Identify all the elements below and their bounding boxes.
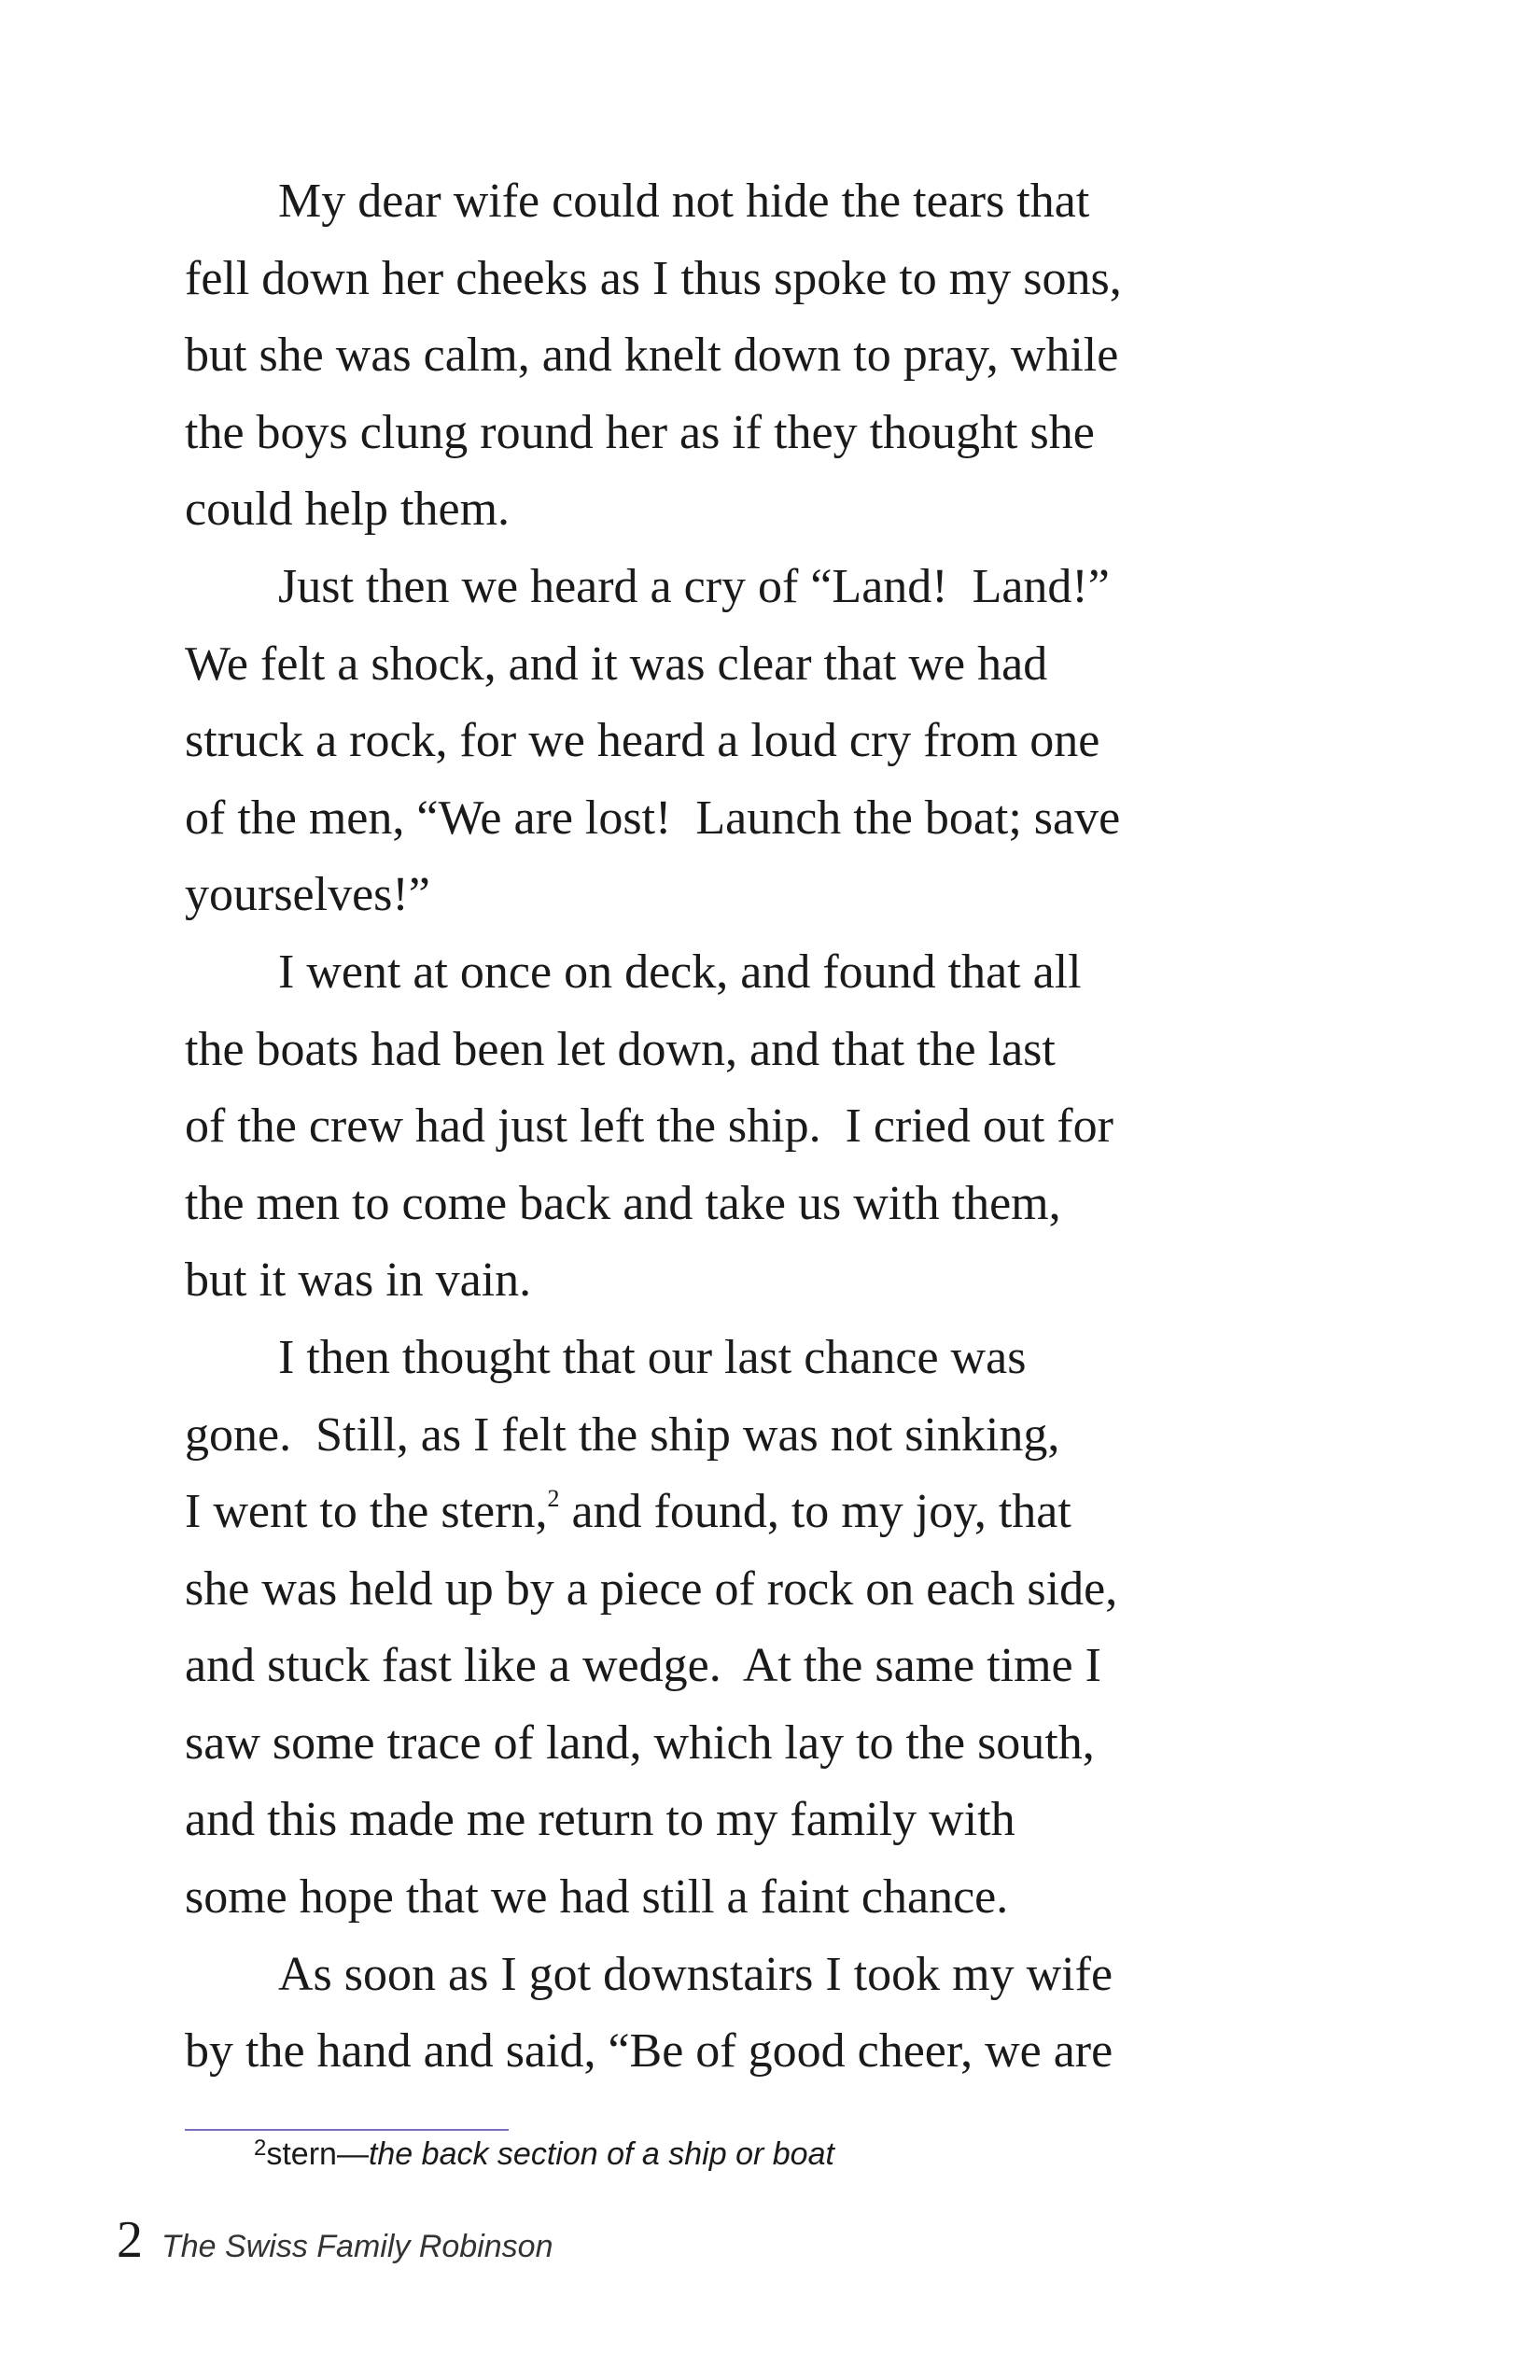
body-text [185,163,1333,2091]
text-line [185,317,1333,395]
text-line-content: saw some trace of land, which lay to the south, [185,1715,1095,1770]
text-line [185,1166,1333,1243]
text-line-content: I went to the stern, [185,1485,548,1539]
text-line [185,163,1333,241]
text-line-content: struck a rock, for we heard a loud cry from one [185,714,1100,768]
text-line [185,395,1333,472]
footnote [254,2134,834,2175]
text-line-content: My dear wife could not hide the tears that [278,175,1090,228]
text-line-content: the boats had been let down, and that the last [185,1022,1056,1076]
text-line-content: and this made me return to my family with [185,1793,1015,1847]
text-line [185,1551,1333,1629]
running-title: The Swiss Family Robinson [161,2229,553,2264]
text-line-content: gone. Still, as I felt the ship was not sinking, [185,1407,1060,1462]
text-line [185,934,1333,1012]
text-line-content: by the hand and said, “Be of good cheer, we are [185,2024,1113,2079]
text-line-content: some hope that we had still a faint chance. [185,1870,1009,1925]
text-line [185,626,1333,704]
text-line-content: and stuck fast like a wedge. At the same time I [185,1639,1101,1693]
text-line-content: the men to come back and take us with them, [185,1176,1061,1230]
text-line-content: but she was calm, and knelt down to pray, while [185,329,1119,383]
text-line [185,1937,1333,2014]
text-line-content: but it was in vain. [185,1253,532,1308]
text-line [185,703,1333,780]
footnote-divider [185,2129,509,2131]
text-line-content: We felt a shock, and it was clear that we had [185,637,1048,691]
text-line-content: fell down her cheeks as I thus spoke to my sons, [185,251,1122,305]
text-line-content: I went at once on deck, and found that all [278,945,1082,999]
text-line [185,1859,1333,1937]
footnote-definition: the back section of a ship or boat [368,2136,834,2172]
text-line-content: of the men, “We are lost! Launch the boat; save [185,791,1121,845]
text-line [185,1088,1333,1166]
footnote-term: stern— [266,2136,369,2172]
text-line-content: she was held up by a piece of rock on each side, [185,1561,1118,1616]
text-line [185,1628,1333,1705]
page-footer [117,2210,553,2276]
footnote-number: 2 [254,2135,267,2161]
page-number: 2 [117,2211,143,2269]
text-line [185,549,1333,626]
text-line [185,1242,1333,1320]
text-line [185,2013,1333,2091]
text-line [185,857,1333,934]
footnote-reference[interactable]: 2 [547,1485,560,1513]
text-line-content: of the crew had just left the ship. I cried out for [185,1099,1113,1154]
text-line-content: As soon as I got downstairs I took my wife [278,1947,1113,2001]
text-line [185,1474,1333,1551]
text-line [185,1320,1333,1397]
text-line-continuation: and found, to my joy, that [559,1485,1071,1539]
text-line-content: yourselves!” [185,868,430,922]
text-line [185,241,1333,318]
text-line-content: I then thought that our last chance was [278,1330,1027,1384]
text-line [185,1782,1333,1859]
text-line [185,780,1333,858]
text-line-content: the boys clung round her as if they thought she [185,405,1095,459]
text-line-content: could help them. [185,483,511,537]
text-line [185,1705,1333,1783]
text-line [185,1012,1333,1089]
text-line [185,1397,1333,1475]
text-line [185,471,1333,549]
text-line-content: Just then we heard a cry of “Land! Land!” [278,559,1110,613]
